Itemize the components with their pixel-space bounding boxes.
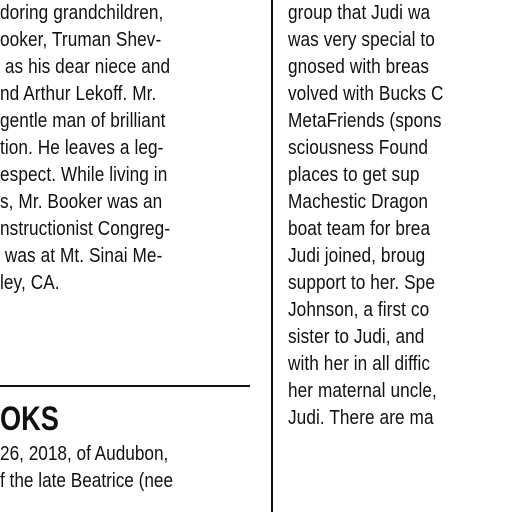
text-line: Judi. There are ma <box>288 407 434 429</box>
text-line: her maternal uncle, <box>288 380 437 402</box>
obituary-column-left <box>0 0 253 297</box>
obituary-name-heading: OKS <box>0 400 59 438</box>
text-line: s, Mr. Booker was an <box>0 191 163 213</box>
text-line: Johnson, a first co <box>288 299 430 321</box>
text-line: 26, 2018, of Audubon, <box>0 443 169 465</box>
text-line: gentle man of brilliant <box>0 110 166 132</box>
text-line: was very special to <box>288 29 435 51</box>
column-divider <box>271 0 273 512</box>
text-line: gnosed with breas <box>288 56 430 78</box>
text-line: was at Mt. Sinai Me- <box>0 245 163 267</box>
text-line: doring grandchildren, <box>0 2 164 24</box>
text-line: ooker, Truman Shev- <box>0 29 162 51</box>
text-line: f the late Beatrice (nee <box>0 470 174 492</box>
text-line: nd Arthur Lekoff. Mr. <box>0 83 157 105</box>
text-line: boat team for brea <box>288 218 431 240</box>
text-line: with her in all diffic <box>288 353 431 375</box>
text-line: support to her. Spe <box>288 272 435 294</box>
text-line: tion. He leaves a leg- <box>0 137 164 159</box>
text-line: places to get sup <box>288 164 420 186</box>
text-line: espect. While living in <box>0 164 168 186</box>
text-line: MetaFriends (spons <box>288 110 442 132</box>
text-line: volved with Bucks C <box>288 83 444 105</box>
text-line: nstructionist Congreg- <box>0 218 171 240</box>
text-line: as his dear niece and <box>0 56 171 78</box>
text-line: ley, CA. <box>0 272 60 294</box>
text-line: sciousness Found <box>288 137 429 159</box>
obituary-column-right <box>288 0 512 432</box>
obituary-column-left-continued <box>0 441 258 495</box>
text-line: Machestic Dragon <box>288 191 429 213</box>
section-divider <box>0 385 250 387</box>
text-line: group that Judi wa <box>288 2 431 24</box>
text-line: sister to Judi, and <box>288 326 425 348</box>
text-line: Judi joined, broug <box>288 245 426 267</box>
